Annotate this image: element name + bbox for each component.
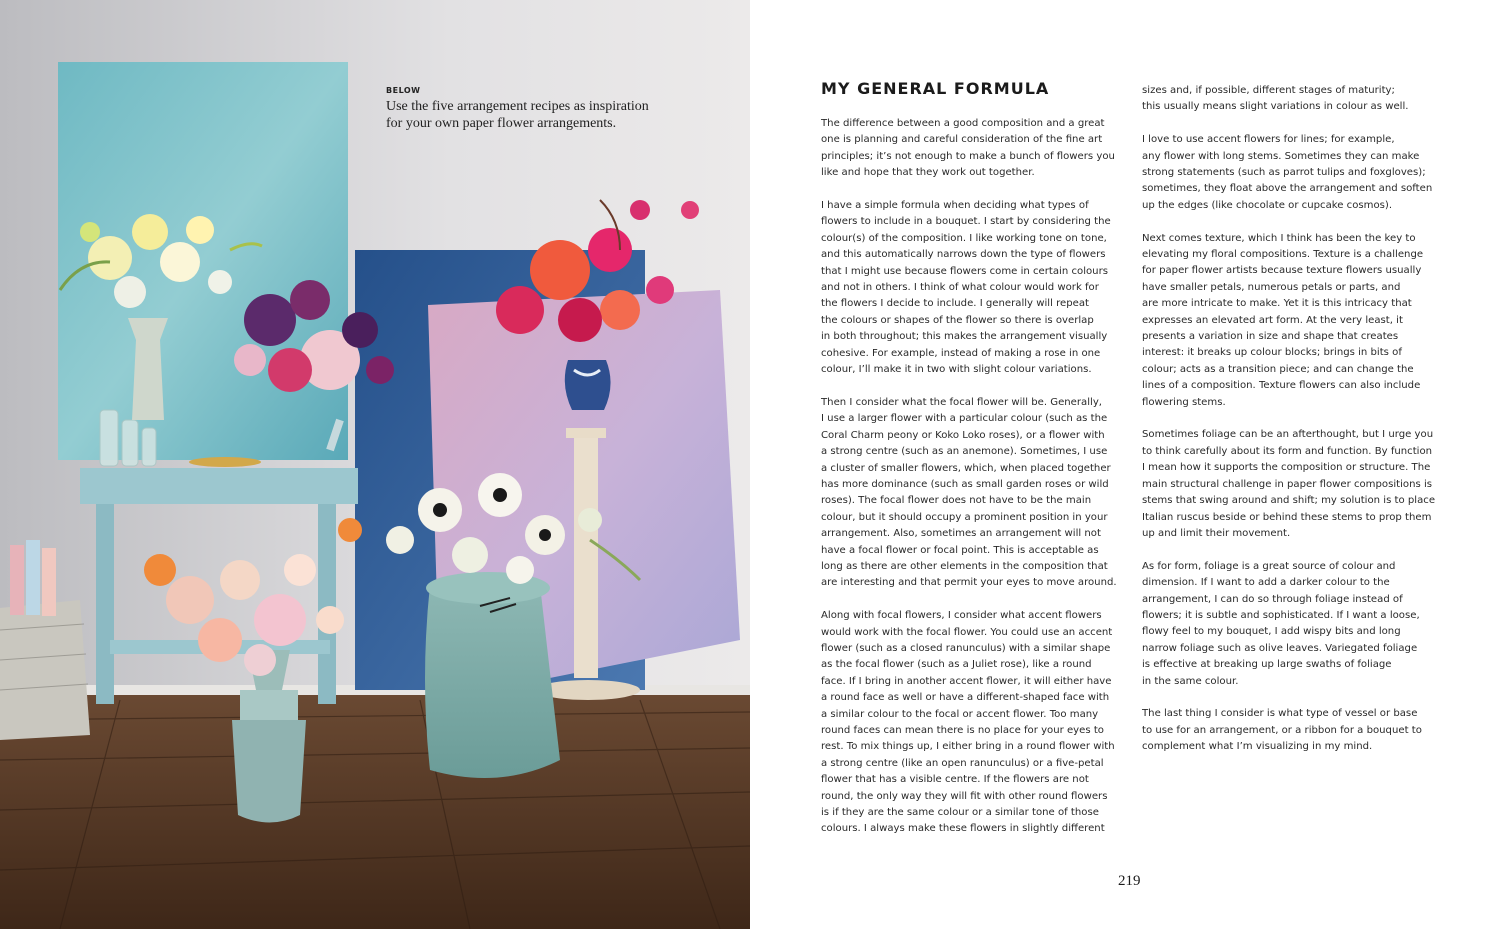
text-line: one is planning and careful consideration of the fine art xyxy=(821,134,1103,146)
text-line: Then I consider what the focal flower will be. Generally, xyxy=(821,396,1103,408)
text-line: dimension. If I want to add a darker colour to the xyxy=(1142,577,1390,589)
text-line: strong statements (such as parrot tulips and foxgloves); xyxy=(1142,167,1426,179)
text-line: in the same colour. xyxy=(1142,675,1239,687)
text-line: has more dominance (such as small garden roses or wild xyxy=(821,478,1109,490)
caption-label: BELOW xyxy=(386,86,421,95)
text-line: is if they are the same colour or a similar tone of those xyxy=(821,807,1099,819)
text-line: colour, but it should occupy a prominent position in your xyxy=(821,511,1108,523)
text-line: Next comes texture, which I think has been the key to xyxy=(1142,232,1416,244)
text-line: I use a larger flower with a particular colour (such as the xyxy=(821,413,1108,425)
text-line: flower (such as a closed ranunculus) with a similar shape xyxy=(821,642,1111,654)
text-line: and this automatically narrows down the type of flowers xyxy=(821,249,1106,261)
photo-caption xyxy=(386,86,686,132)
paragraph xyxy=(1142,231,1442,411)
text-line: a similar colour to the focal or accent flower. Too many xyxy=(821,708,1099,720)
text-line: have a focal flower or focal point. This is acceptable as xyxy=(821,544,1099,556)
text-line: up the edges (like chocolate or cupcake cosmos). xyxy=(1142,199,1393,211)
paragraph xyxy=(1142,132,1442,214)
paragraph xyxy=(821,608,1121,838)
paragraph xyxy=(1142,83,1442,116)
page-number: 219 xyxy=(1118,873,1141,889)
text-line: would work with the focal flower. You could use an accent xyxy=(821,626,1113,638)
text-line: and not in others. I think of what colour would work for xyxy=(821,282,1099,294)
text-column-right xyxy=(1142,83,1442,772)
text-line: I mean how it supports the composition or structure. The xyxy=(1142,462,1431,474)
paragraph xyxy=(821,116,1121,182)
paragraph xyxy=(821,198,1121,378)
text-line: I love to use accent flowers for lines; for example, xyxy=(1142,134,1395,146)
text-line: Along with focal flowers, I consider what accent flowers xyxy=(821,610,1102,622)
text-column-left xyxy=(821,116,1121,854)
text-line: flowy feel to my bouquet, I add wispy bits and long xyxy=(1142,626,1401,638)
text-line: that I might use because flowers come in certain colours xyxy=(821,265,1108,277)
text-line: are more intricate to make. Yet it is this intricacy that xyxy=(1142,298,1412,310)
text-line: The difference between a good composition and a great xyxy=(821,118,1105,129)
text-line: is effective at breaking up large swaths of foliage xyxy=(1142,659,1392,671)
text-line: I have a simple formula when deciding what types of xyxy=(821,200,1089,212)
text-line: Italian ruscus beside or behind these stems to prop them xyxy=(1142,511,1432,523)
text-line: The last thing I consider is what type of vessel or base xyxy=(1142,708,1418,720)
text-line: cohesive. For example, instead of making a rose in one xyxy=(821,347,1101,359)
text-line: interest: it breaks up colour blocks; brings in bits of xyxy=(1142,347,1402,359)
section-heading: MY GENERAL FORMULA xyxy=(821,79,1050,98)
text-line: As for form, foliage is a great source of colour and xyxy=(1142,560,1396,572)
text-line: Coral Charm peony or Koko Loko roses), or a flower with xyxy=(821,429,1105,441)
text-line: for paper flower artists because texture flowers usually xyxy=(1142,265,1422,277)
text-line: roses). The focal flower does not have to be the main xyxy=(821,495,1092,507)
paragraph xyxy=(1142,706,1442,755)
text-line: Sometimes foliage can be an afterthought, but I urge you xyxy=(1142,429,1434,441)
text-line: expresses an elevated art form. At the very least, it xyxy=(1142,314,1403,326)
text-line: narrow foliage such as olive leaves. Variegated foliage xyxy=(1142,642,1418,654)
text-line: a strong centre (like an open ranunculus) or a five-petal xyxy=(821,757,1104,769)
text-line: a round face as well or have a different-shaped face with xyxy=(821,692,1110,704)
text-line: colour(s) of the composition. I like working tone on tone, xyxy=(821,232,1107,244)
caption-text xyxy=(386,99,686,132)
text-line: like and hope that they work out together. xyxy=(821,167,1035,179)
text-line: arrangement, I can do so through foliage instead of xyxy=(1142,593,1403,605)
text-line: presents a variation in size and shape that creates xyxy=(1142,331,1399,343)
text-line: to think carefully about its form and function. By function xyxy=(1142,445,1433,457)
text-line: the flowers I decide to include. I generally will repeat xyxy=(821,298,1090,310)
text-line: this usually means slight variations in colour as well. xyxy=(1142,101,1409,113)
text-line: flowering stems. xyxy=(1142,396,1226,408)
text-line: flowers; it is subtle and sophisticated. If I want a loose, xyxy=(1142,609,1420,621)
paragraph xyxy=(821,395,1121,592)
text-line: in both throughout; this makes the arrangement visually xyxy=(821,331,1108,343)
text-line: round, the only way they will fit with other round flowers xyxy=(821,790,1108,802)
paragraph xyxy=(1142,559,1442,690)
text-line: a cluster of smaller flowers, which, when placed together xyxy=(821,462,1111,474)
text-line: flowers to include in a bouquet. I start by considering the xyxy=(821,216,1111,228)
text-line: round faces can mean there is no place for your eyes to xyxy=(821,724,1104,736)
text-line: principles; it’s not enough to make a bunch of flowers you xyxy=(821,150,1115,162)
text-line: sizes and, if possible, different stages of maturity; xyxy=(1142,85,1395,96)
text-line: main structural challenge in paper flower compositions is xyxy=(1142,478,1433,490)
text-line: flower that has a visible centre. If the flowers are not xyxy=(821,774,1089,786)
text-line: are interesting and that permit your eyes to move around. xyxy=(821,577,1117,589)
text-line: as the focal flower (such as a Juliet rose), like a round xyxy=(821,659,1092,671)
text-line: elevating my floral compositions. Texture is a challenge xyxy=(1142,249,1424,261)
caption-line: Use the five arrangement recipes as inspiration xyxy=(386,99,649,114)
text-line: any flower with long stems. Sometimes they can make xyxy=(1142,150,1420,162)
text-line: rest. To mix things up, I either bring in a round flower with xyxy=(821,741,1115,753)
text-line: arrangement. Also, sometimes an arrangement will not xyxy=(821,528,1101,540)
text-line: stems that swing around and shift; my solution is to place xyxy=(1142,495,1436,507)
text-line: to use for an arrangement, or a ribbon for a bouquet to xyxy=(1142,724,1422,736)
text-line: lines of a composition. Texture flowers can also include xyxy=(1142,380,1421,392)
text-line: up and limit their movement. xyxy=(1142,527,1291,539)
text-line: colours. I always make these flowers in slightly different xyxy=(821,823,1105,835)
text-line: the colours or shapes of the flower so there is overlap xyxy=(821,314,1094,326)
text-line: complement what I’m visualizing in my mind. xyxy=(1142,741,1373,753)
text-line: long as there are other elements in the composition that xyxy=(821,560,1108,572)
text-line: colour; acts as a transition piece; and can change the xyxy=(1142,363,1414,375)
text-line: colour, I’ll make it in two with slight colour variations. xyxy=(821,364,1092,376)
paragraph xyxy=(1142,427,1442,542)
text-line: have smaller petals, numerous petals or parts, and xyxy=(1142,281,1401,293)
caption-line: for your own paper flower arrangements. xyxy=(386,115,617,131)
text-line: sometimes, they float above the arrangement and soften xyxy=(1142,183,1433,195)
text-line: a strong centre (such as an anemone). Sometimes, I use xyxy=(821,446,1108,458)
text-line: face. If I bring in another accent flower, it will either have xyxy=(821,675,1112,687)
